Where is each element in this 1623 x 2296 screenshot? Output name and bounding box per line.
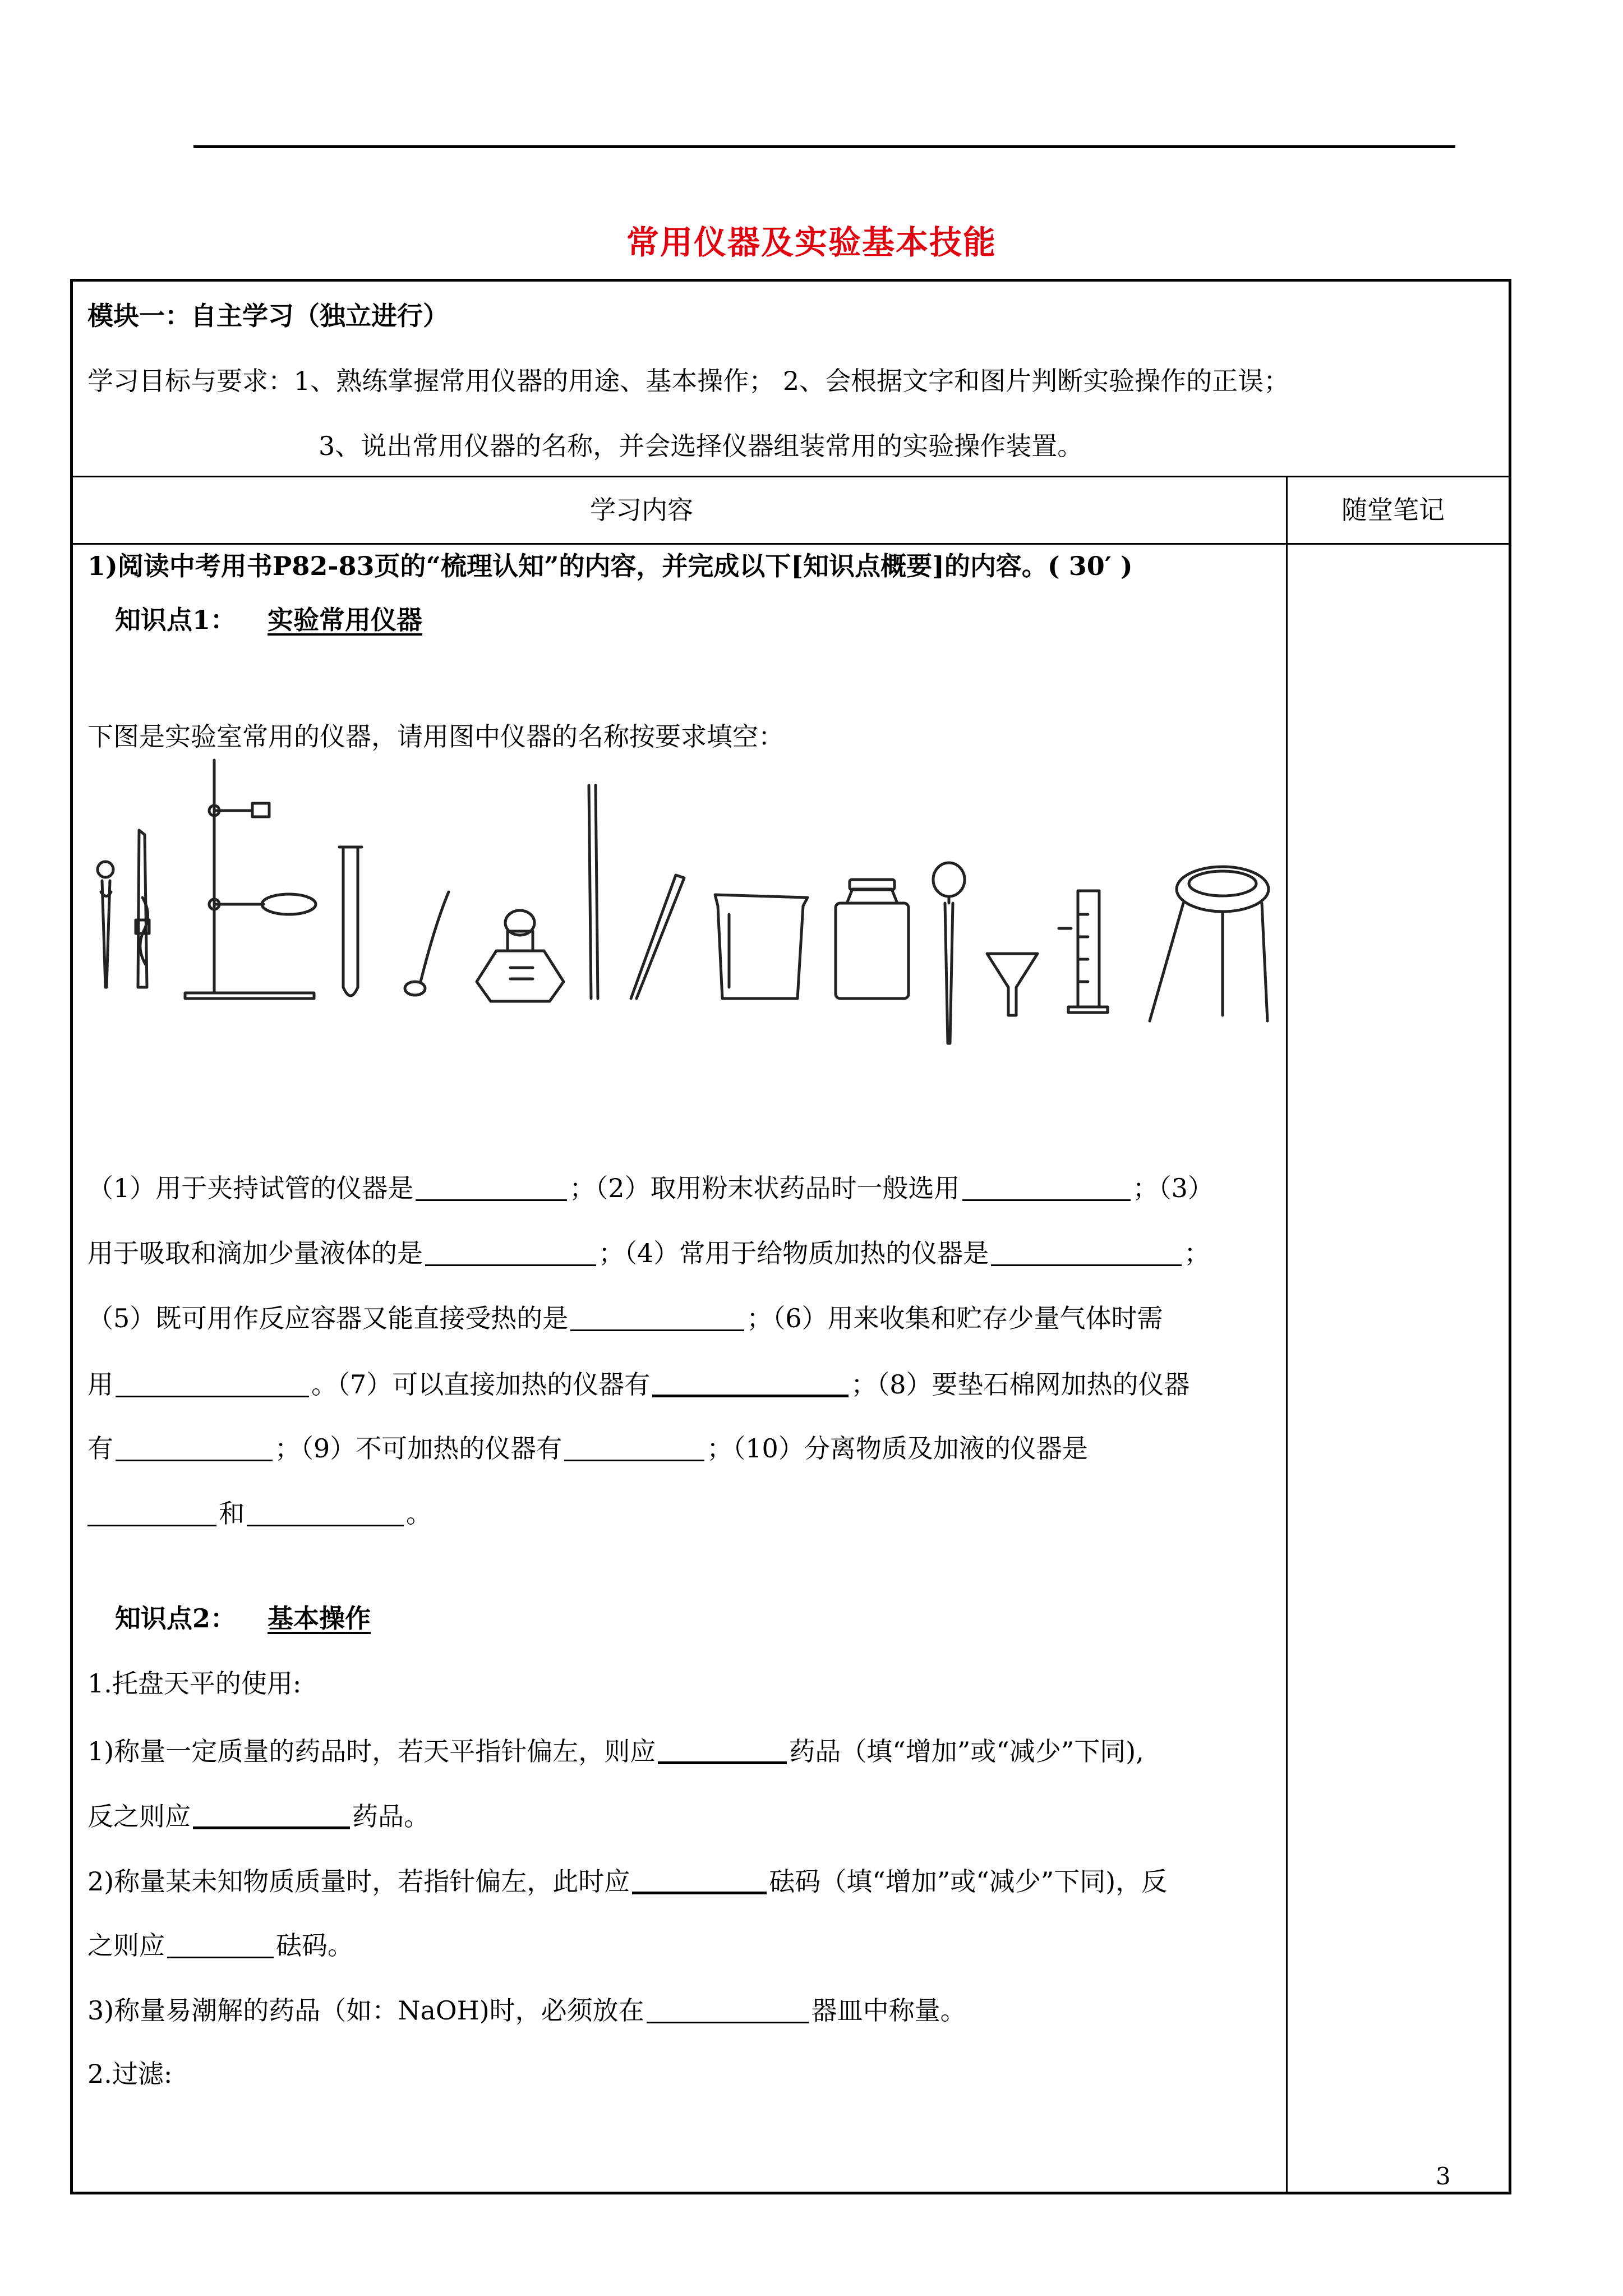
filter-heading: 2.过滤: (87, 2059, 173, 2089)
question-line-2: 用于吸取和滴加少量液体的是 ；（4）常用于给物质加热的仪器是 ； (87, 1238, 1210, 1268)
notes-column-header: 随堂笔记 (1341, 495, 1445, 525)
knowledge-point-2 (115, 1603, 371, 1634)
iron-stand-icon (185, 760, 316, 999)
knowledge-point-1 (115, 607, 422, 633)
tripod-icon (1150, 867, 1269, 1021)
answer-blank[interactable] (116, 1370, 309, 1397)
test-tube-icon (339, 847, 362, 996)
question-line-5: 有 ；（9）不可加热的仪器有 ；（10）分离物质及加液的仪器是 (87, 1433, 1088, 1464)
notes-column-divider (1286, 476, 1288, 2194)
glass-rod-icon (589, 785, 598, 999)
answer-blank[interactable] (652, 1369, 849, 1397)
dropper-icon (933, 863, 965, 1043)
answer-blank[interactable] (193, 1801, 350, 1829)
answer-blank[interactable] (167, 1931, 274, 1958)
content-column-header: 学习内容 (590, 495, 693, 525)
gas-jar-icon (836, 880, 909, 999)
question-line-4: 用 。（7）可以直接加热的仪器有 ；（8）要垫石棉网加热的仪器 (87, 1369, 1190, 1400)
answer-blank[interactable] (570, 1304, 744, 1331)
header-rule (193, 145, 1455, 148)
question-line-1: （1）用于夹持试管的仪器是 ；（2）取用粉末状药品时一般选用 ；（3） (87, 1173, 1214, 1203)
answer-blank[interactable] (991, 1239, 1182, 1266)
answer-blank[interactable] (116, 1434, 273, 1461)
page-title: 常用仪器及实验基本技能 (626, 223, 997, 261)
learning-goals-line2: 3、说出常用仪器的名称，并会选择仪器组装常用的实验操作装置。 (319, 431, 1083, 461)
funnel-icon (987, 954, 1038, 1015)
answer-blank[interactable] (658, 1736, 787, 1764)
page-number: 3 (1436, 2162, 1451, 2190)
beaker-icon (715, 895, 808, 999)
instruments-illustration (84, 752, 1279, 1055)
balance-heading: 1.托盘天平的使用: (87, 1668, 302, 1699)
measuring-cylinder-icon (1059, 891, 1108, 1013)
answer-blank[interactable] (247, 1499, 404, 1526)
alcohol-lamp-icon (477, 910, 564, 1001)
kp2-prefix: 知识点2： (115, 1603, 237, 1634)
answer-blank[interactable] (87, 1499, 216, 1526)
question-line-3: （5）既可用作反应容器又能直接受热的是 ；（6）用来收集和贮存少量气体时需 (87, 1303, 1163, 1333)
kp1-name: 实验常用仪器 (268, 605, 423, 635)
balance-item-1: 1)称量一定质量的药品时，若天平指针偏左，则应 药品（填“增加”或“减少”下同), (87, 1736, 1144, 1766)
answer-blank[interactable] (425, 1239, 596, 1266)
crucible-tongs-icon (98, 862, 113, 987)
balance-item-1-cont: 反之则应 药品。 (87, 1801, 430, 1832)
learning-goals-line1: 学习目标与要求：1、熟练掌握常用仪器的用途、基本操作； 2、会根据文字和图片判断实验操作的正误； (87, 366, 1290, 396)
medicine-spoon-icon (405, 892, 449, 995)
balance-item-3: 3)称量易潮解的药品（如：NaOH)时，必须放在 器皿中称量。 (87, 1995, 966, 2026)
test-tube-clamp-icon (136, 830, 149, 987)
module-header: 模块一：自主学习（独立进行） (87, 301, 449, 331)
answer-blank[interactable] (647, 1996, 809, 2023)
kp1-intro: 下图是实验室常用的仪器，请用图中仪器的名称按要求填空： (87, 721, 784, 752)
answer-blank[interactable] (564, 1434, 704, 1461)
tweezers-icon (631, 875, 684, 999)
task-1: 1)阅读中考用书P82-83页的“梳理认知”的内容，并完成以下[知识点概要]的内容。( 30′ ) (87, 551, 1133, 581)
answer-blank[interactable] (632, 1866, 767, 1894)
answer-blank[interactable] (416, 1174, 567, 1201)
answer-blank[interactable] (962, 1174, 1131, 1201)
balance-item-2: 2)称量某未知物质质量时，若指针偏左，此时应 砝码（填“增加”或“减少”下同)，反 (87, 1866, 1168, 1897)
balance-item-2-cont: 之则应 砝码。 (87, 1930, 353, 1961)
kp2-name: 基本操作 (268, 1603, 371, 1634)
table-divider (70, 476, 1511, 477)
kp1-prefix: 知识点1： (115, 605, 237, 635)
question-line-6: 和 。 (87, 1499, 432, 1526)
table-divider (70, 543, 1511, 545)
